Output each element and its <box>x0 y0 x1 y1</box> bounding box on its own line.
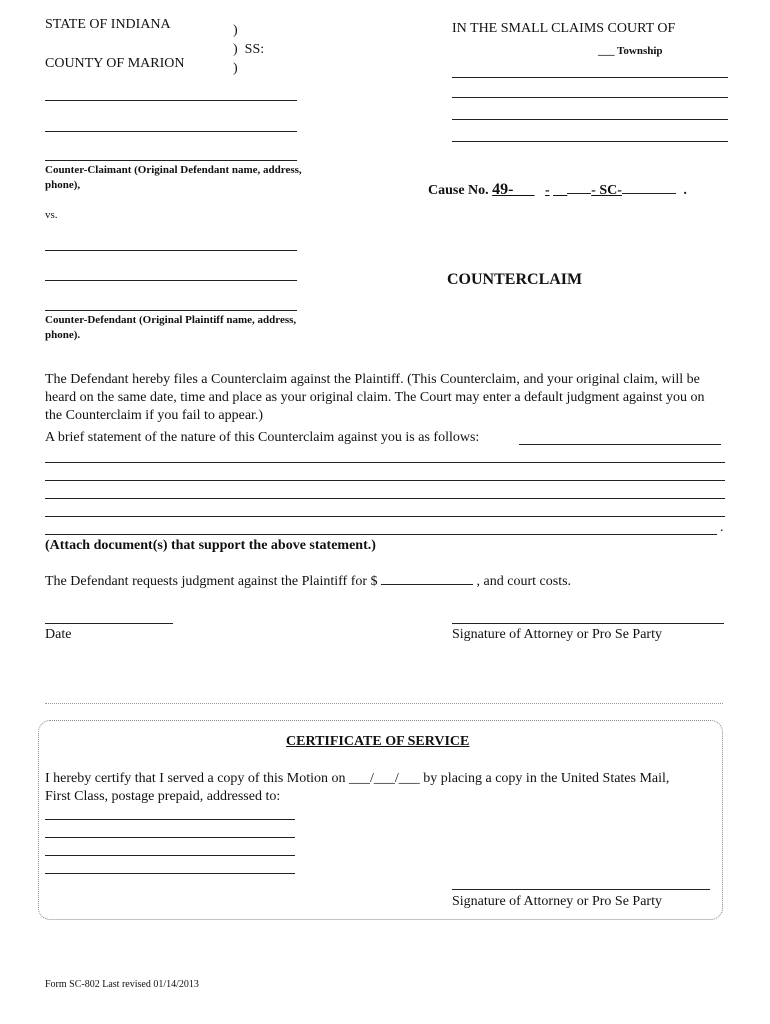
statement-line-4[interactable] <box>45 516 725 517</box>
versus-label: vs. <box>45 209 58 221</box>
counter-claimant-phone-line[interactable] <box>45 160 297 161</box>
statement-line-1[interactable] <box>45 462 725 463</box>
judgment-prefix: The Defendant requests judgment against the Plaintiff for $ <box>45 574 378 589</box>
judgment-amount-field[interactable] <box>381 584 473 585</box>
caption-ss: ) SS: <box>233 42 265 57</box>
statement-prompt: A brief statement of the nature of this Counterclaim against you is as follows: <box>45 430 480 445</box>
county-label: COUNTY OF MARION <box>45 56 185 71</box>
certificate-text-line-2: First Class, postage prepaid, addressed to: <box>45 789 281 804</box>
signature-line[interactable] <box>452 623 724 624</box>
cause-end-period: . <box>683 183 687 198</box>
counter-claimant-name-line[interactable] <box>45 100 297 101</box>
cause-number <box>428 181 687 199</box>
counter-defendant-label: Counter-Defendant (Original Plaintiff name, address, phone). <box>45 314 297 341</box>
cause-separator: - <box>545 183 550 198</box>
counter-defendant-address-line[interactable] <box>45 280 297 281</box>
cause-field-1[interactable]: ___ <box>513 183 535 198</box>
address-line-1[interactable] <box>45 819 295 820</box>
state-label: STATE OF INDIANA <box>45 17 171 32</box>
court-line-1[interactable] <box>452 77 728 78</box>
section-divider <box>45 703 723 704</box>
cause-field-2-line[interactable] <box>567 193 591 194</box>
court-line-3[interactable] <box>452 119 728 120</box>
intro-paragraph: The Defendant hereby files a Counterclaim against the Plaintiff. (This Counterclaim, and your original claim, will be heard on the same date, time and place as your original claim. The Court may enter a default judgment against you on the Counterclaim if you fail to appear.) <box>45 372 705 423</box>
caption-paren-1: ) <box>233 23 238 38</box>
certificate-title: CERTIFICATE OF SERVICE <box>286 734 470 749</box>
township-label: ___ Township <box>598 45 663 57</box>
court-line-4[interactable] <box>452 141 728 142</box>
counter-defendant-name-line[interactable] <box>45 250 297 251</box>
cause-field-3[interactable] <box>622 193 676 194</box>
statement-period: . <box>720 520 724 535</box>
page-title: COUNTERCLAIM <box>447 271 583 288</box>
statement-line-3[interactable] <box>45 498 725 499</box>
judgment-line <box>45 574 571 590</box>
judgment-suffix: , and court costs. <box>476 574 572 589</box>
signature-label: Signature of Attorney or Pro Se Party <box>452 627 662 642</box>
statement-line-5[interactable] <box>45 534 717 535</box>
certificate-text-line-1: I hereby certify that I served a copy of this Motion on ___/___/___ by placing a copy in the United States Mail, <box>45 771 670 786</box>
address-line-3[interactable] <box>45 855 295 856</box>
date-line[interactable] <box>45 623 173 624</box>
address-line-4[interactable] <box>45 873 295 874</box>
date-label: Date <box>45 627 72 642</box>
statement-line-2[interactable] <box>45 480 725 481</box>
form-footer: Form SC-802 Last revised 01/14/2013 <box>45 979 199 990</box>
counter-defendant-phone-line[interactable] <box>45 310 297 311</box>
attach-note: (Attach document(s) that support the above statement.) <box>45 538 376 553</box>
cause-sc-code: - SC- <box>591 183 622 198</box>
cause-field-2[interactable]: __ <box>553 183 568 198</box>
counter-claimant-address-line[interactable] <box>45 131 297 132</box>
court-heading: IN THE SMALL CLAIMS COURT OF <box>452 21 676 36</box>
certificate-signature-label: Signature of Attorney or Pro Se Party <box>452 894 662 909</box>
caption-paren-3: ) <box>233 61 238 76</box>
cause-county-code: 49- <box>492 181 514 198</box>
certificate-signature-line[interactable] <box>452 889 710 890</box>
counter-claimant-label: Counter-Claimant (Original Defendant name, address, phone), <box>45 164 302 191</box>
address-line-2[interactable] <box>45 837 295 838</box>
cause-number-label: Cause No. <box>428 183 489 198</box>
statement-line-0[interactable] <box>519 444 721 445</box>
court-line-2[interactable] <box>452 97 728 98</box>
certificate-box <box>38 720 723 920</box>
